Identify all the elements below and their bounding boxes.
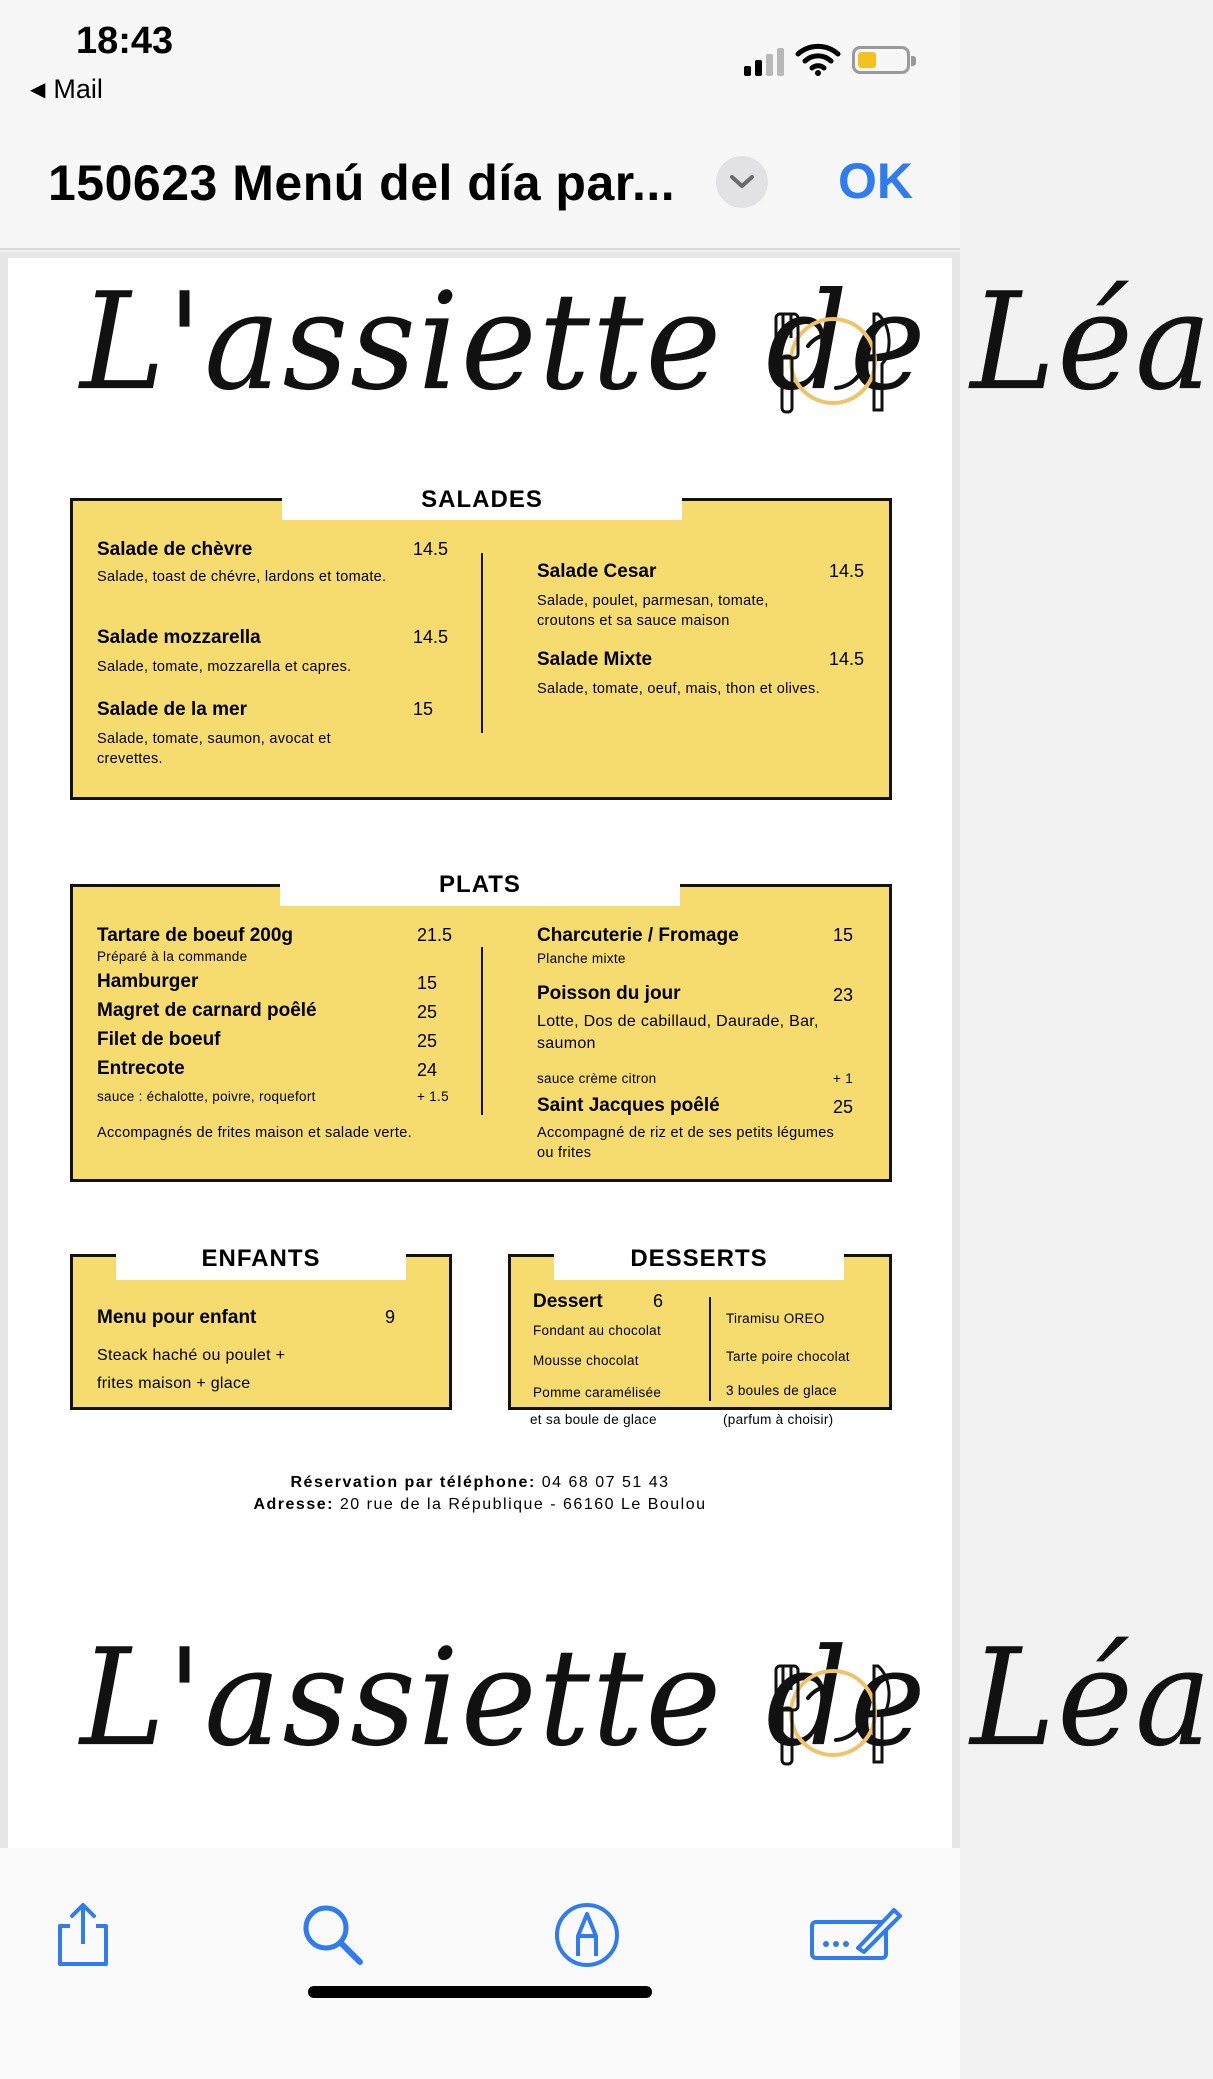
cellular-signal-icon [744, 44, 784, 76]
salade-mixte-price: 14.5 [829, 649, 865, 669]
dessert-price: 6 [653, 1291, 664, 1311]
dessert-left-1: Fondant au chocolat [533, 1323, 662, 1338]
enfants-title: ENFANTS [116, 1238, 406, 1280]
home-indicator[interactable] [308, 1986, 652, 1998]
menu-enfant-name: Menu pour enfant [97, 1307, 257, 1328]
salade-cesar-desc: Salade, poulet, parmesan, tomate, croutons et sa sauce maison [537, 593, 769, 629]
charcuterie-price: 15 [833, 925, 854, 945]
hamburger-name: Hamburger [97, 971, 199, 992]
salade-chevre-name: Salade de chèvre [97, 539, 253, 560]
salade-mixte-name: Salade Mixte [537, 649, 653, 670]
plats-title: PLATS [280, 864, 680, 906]
share-icon[interactable] [48, 1900, 118, 1970]
battery-icon [852, 46, 910, 74]
title-menu-button[interactable] [716, 156, 768, 208]
status-bar [0, 0, 960, 120]
restaurant-logo-text: L'assiette de Léa [80, 264, 1213, 421]
tartare-price: 21.5 [417, 925, 453, 945]
hamburger-price: 15 [417, 973, 438, 993]
charcuterie-desc: Planche mixte [537, 951, 626, 966]
menu-enfant-price: 9 [385, 1307, 396, 1327]
document-title-bar [0, 120, 960, 250]
poisson-name: Poisson du jour [537, 983, 681, 1004]
entrecote-sauce-price: + 1.5 [417, 1089, 449, 1104]
salades-section [70, 498, 892, 800]
status-time: 18:43 [76, 20, 174, 62]
search-icon[interactable] [298, 1900, 368, 1970]
salade-mer-desc: Salade, tomate, saumon, avocat et crevettes. [97, 731, 331, 767]
salade-mozzarella-name: Salade mozzarella [97, 627, 261, 648]
dessert-right-2: Tarte poire chocolat [726, 1349, 850, 1364]
salade-cesar-price: 14.5 [829, 561, 865, 581]
chevron-down-icon [729, 174, 755, 190]
dessert-left-3: Pomme caramélisée [533, 1385, 662, 1400]
menu-enfant-desc-2: frites maison + glace [97, 1375, 251, 1392]
dessert-right-3: 3 boules de glace [726, 1383, 837, 1398]
desserts-title: DESSERTS [554, 1238, 844, 1280]
salade-mozzarella-price: 14.5 [413, 627, 449, 647]
salade-chevre-desc: Salade, toast de chévre, lardons et tomate. [97, 569, 387, 585]
dessert-left-2: Mousse chocolat [533, 1353, 639, 1368]
back-app-label: Mail [53, 74, 103, 104]
dessert-right-1: Tiramisu OREO [726, 1311, 825, 1326]
salade-cesar-name: Salade Cesar [537, 561, 657, 582]
address-label: Adresse: [253, 1496, 334, 1513]
filet-boeuf-price: 25 [417, 1031, 438, 1051]
plate-cutlery-icon [768, 1658, 898, 1768]
charcuterie-name: Charcuterie / Fromage [537, 925, 739, 946]
poisson-price: 23 [833, 985, 854, 1005]
back-to-app-button[interactable] [30, 74, 103, 105]
address-line [8, 1496, 952, 1514]
tartare-name: Tartare de boeuf 200g [97, 925, 294, 946]
filet-boeuf-name: Filet de boeuf [97, 1029, 221, 1050]
salades-title: SALADES [282, 480, 682, 520]
plats-section [70, 884, 892, 1182]
poisson-desc: Lotte, Dos de cabillaud, Daurade, Bar, saumon [537, 1013, 819, 1052]
reservation-line [8, 1474, 952, 1492]
reservation-phone[interactable]: 04 68 07 51 43 [541, 1474, 670, 1491]
document-viewer[interactable] [0, 252, 1213, 1848]
salade-mozzarella-desc: Salade, tomate, mozzarella et capres. [97, 659, 352, 675]
dessert-left-4: et sa boule de glace [530, 1412, 657, 1427]
saint-jacques-price: 25 [833, 1097, 854, 1117]
entrecote-sauce: sauce : échalotte, poivre, roquefort [97, 1089, 316, 1104]
signature-icon[interactable] [808, 1900, 904, 1970]
reservation-label: Réservation par téléphone: [290, 1474, 536, 1491]
back-triangle-icon: ◀ [30, 79, 46, 101]
pdf-page-2 [8, 1614, 1213, 1874]
entrecote-price: 24 [417, 1060, 438, 1080]
salade-mer-price: 15 [413, 699, 434, 719]
dessert-label: Dessert [533, 1291, 603, 1312]
saint-jacques-desc: Accompagné de riz et de ses petits légumes ou frites [537, 1125, 835, 1161]
menu-enfant-desc-1: Steack haché ou poulet + [97, 1347, 286, 1364]
tartare-note: Préparé à la commande [97, 949, 248, 964]
done-button[interactable]: OK [838, 153, 913, 209]
dessert-right-4: (parfum à choisir) [723, 1412, 834, 1427]
magret-price: 25 [417, 1002, 438, 1022]
document-title[interactable]: 150623 Menú del día par... [48, 155, 676, 211]
plats-accompaniment: Accompagnés de frites maison et salade verte. [97, 1125, 412, 1141]
salade-mer-name: Salade de la mer [97, 699, 247, 720]
markup-icon[interactable] [552, 1900, 622, 1970]
bottom-toolbar [0, 1848, 960, 2079]
pdf-page-1 [8, 258, 1213, 1676]
magret-name: Magret de carnard poêlé [97, 1000, 317, 1021]
sauce-citron: sauce crème citron [537, 1071, 657, 1086]
address-value[interactable]: 20 rue de la République - 66160 Le Boulou [339, 1496, 707, 1513]
salade-mixte-desc: Salade, tomate, oeuf, mais, thon et olives. [537, 681, 820, 697]
saint-jacques-name: Saint Jacques poêlé [537, 1095, 720, 1116]
salade-chevre-price: 14.5 [413, 539, 449, 559]
sauce-citron-price: + 1 [833, 1071, 854, 1086]
plate-cutlery-icon [768, 306, 898, 416]
wifi-icon [796, 42, 840, 76]
entrecote-name: Entrecote [97, 1058, 185, 1079]
restaurant-logo-text-page2: L'assiette de Léa [80, 1620, 1213, 1777]
